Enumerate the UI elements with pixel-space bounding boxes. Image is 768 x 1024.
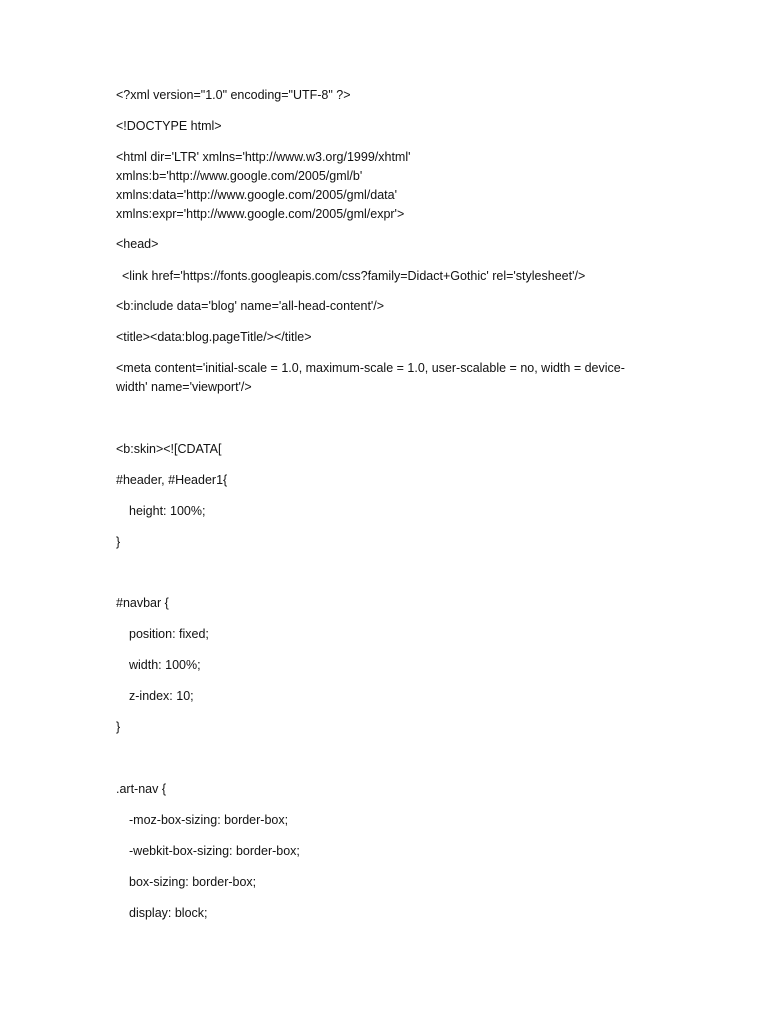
- code-line-navbar-close: }: [116, 720, 121, 734]
- code-line-display-block: display: block;: [129, 906, 208, 920]
- code-line-navbar-selector: #navbar {: [116, 596, 169, 610]
- code-line-header-selector: #header, #Header1{: [116, 473, 228, 487]
- code-line-head-include: <b:include data='blog' name='all-head-content'/>: [116, 299, 385, 313]
- code-line-xmlns-b: xmlns:b='http://www.google.com/2005/gml/b': [116, 169, 363, 183]
- code-line-meta-viewport: <meta content='initial-scale = 1.0, maximum-scale = 1.0, user-scalable = no, width = device-: [116, 361, 625, 375]
- code-line-navbar-width: width: 100%;: [129, 658, 201, 672]
- code-line-header-height: height: 100%;: [129, 504, 206, 518]
- code-line-artnav-selector: .art-nav {: [116, 782, 167, 796]
- code-line-xmlns-data: xmlns:data='http://www.google.com/2005/gml/data': [116, 188, 397, 202]
- code-line-xml-declaration: <?xml version="1.0" encoding="UTF-8" ?>: [116, 88, 351, 102]
- code-line-head-open: <head>: [116, 237, 159, 251]
- code-line-navbar-zindex: z-index: 10;: [129, 689, 194, 703]
- code-line-font-link: <link href='https://fonts.googleapis.com/css?family=Didact+Gothic' rel='stylesheet'/>: [122, 269, 586, 283]
- code-line-skin-open: <b:skin><![CDATA[: [116, 442, 222, 456]
- code-line-moz-box-sizing: -moz-box-sizing: border-box;: [129, 813, 289, 827]
- code-line-navbar-position: position: fixed;: [129, 627, 209, 641]
- code-line-box-sizing: box-sizing: border-box;: [129, 875, 257, 889]
- code-line-header-close: }: [116, 535, 121, 549]
- code-line-xmlns-expr: xmlns:expr='http://www.google.com/2005/gml/expr'>: [116, 207, 405, 221]
- code-line-meta-viewport-cont: width' name='viewport'/>: [116, 380, 252, 394]
- code-line-doctype: <!DOCTYPE html>: [116, 119, 222, 133]
- code-line-webkit-box-sizing: -webkit-box-sizing: border-box;: [129, 844, 300, 858]
- code-line-title: <title><data:blog.pageTitle/></title>: [116, 330, 312, 344]
- code-line-html-open: <html dir='LTR' xmlns='http://www.w3.org/1999/xhtml': [116, 150, 411, 164]
